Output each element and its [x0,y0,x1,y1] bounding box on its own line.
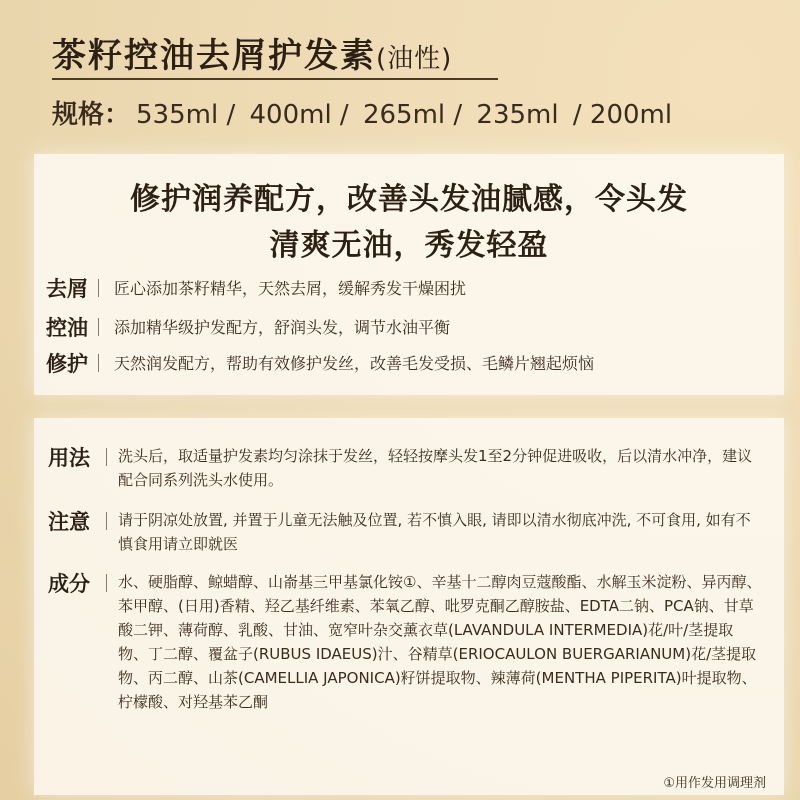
feature-label: 修护 [46,352,88,376]
section-label: 成分 [48,572,90,596]
spec-size: 265ml / [362,100,463,130]
benefits-card [34,154,784,395]
details-card [34,418,784,795]
section-label: 注意 [48,510,90,534]
section-text: 请于阴凉处放置, 并置于儿童无法触及位置, 若不慎入眼, 请即以清水彻底冲洗, 不可食用, 如有不慎食用请立即就医 [118,511,751,553]
divider [98,318,99,336]
spec-size: 535ml / [136,100,236,130]
product-header [0,0,800,150]
headline-line-1: 修护润养配方，改善头发油腻感，令头发 [130,182,688,217]
section-text: 水、硬脂醇、鲸蜡醇、山嵛基三甲基氯化铵①、辛基十二醇肉豆蔻酸酯、水解玉米淀粉、异丙醇、苯甲醇、(日用)香精、羟乙基纤维素、苯氧乙醇、吡罗克酮乙醇胺盐、EDTA二钠、PCA钠、甘草酸二钾、薄荷醇、乳酸、甘油、宽窄叶杂交薰衣草(LAVANDULA INTERMEDIA)花/叶/茎提取物、丁二醇、覆盆子(RUBUS IDAEUS)汁、谷精草(ERIOCAULON BUERGARIANUM)花/茎提取物、丙二醇、山茶(CAMELLIA JAPONICA)籽饼提取物、辣薄荷(MENTHA PIPERITA)叶提取物、柠檬酸、对羟基苯乙酮 [118,573,762,711]
product-name: 茶籽控油去屑护发素 [52,36,376,76]
feature-text: 天然润发配方，帮助有效修护发丝，改善毛发受损、毛鳞片翘起烦恼 [114,354,595,373]
divider [106,448,107,466]
size-specs [52,94,672,131]
divider [106,512,107,530]
divider [98,279,99,297]
feature-text: 匠心添加茶籽精华，天然去屑，缓解秀发干燥困扰 [114,279,467,298]
divider [98,354,99,372]
feature-label: 控油 [46,316,88,340]
spec-size: / 200ml [572,100,673,130]
divider [106,574,107,592]
headline-line-2: 清爽无油，秀发轻盈 [269,228,549,263]
section-label: 用法 [48,446,90,470]
feature-label: 去屑 [46,277,88,301]
footnote: ①用作发用调理剂 [663,776,766,791]
section-text: 洗头后，取适量护发素均匀涂抹于发丝，轻轻按摩头发1至2分钟促进吸收，后以清水冲净，建议配合同系列洗头水使用。 [118,447,753,489]
spec-size: 400ml / [249,100,349,130]
feature-text: 添加精华级护发配方，舒润头发，调节水油平衡 [114,318,451,337]
title-underline [52,78,498,80]
product-title [52,28,452,77]
product-type: (油性) [376,44,453,74]
spec-size: 235ml [476,100,559,130]
specs-label: 规格： [52,100,131,130]
